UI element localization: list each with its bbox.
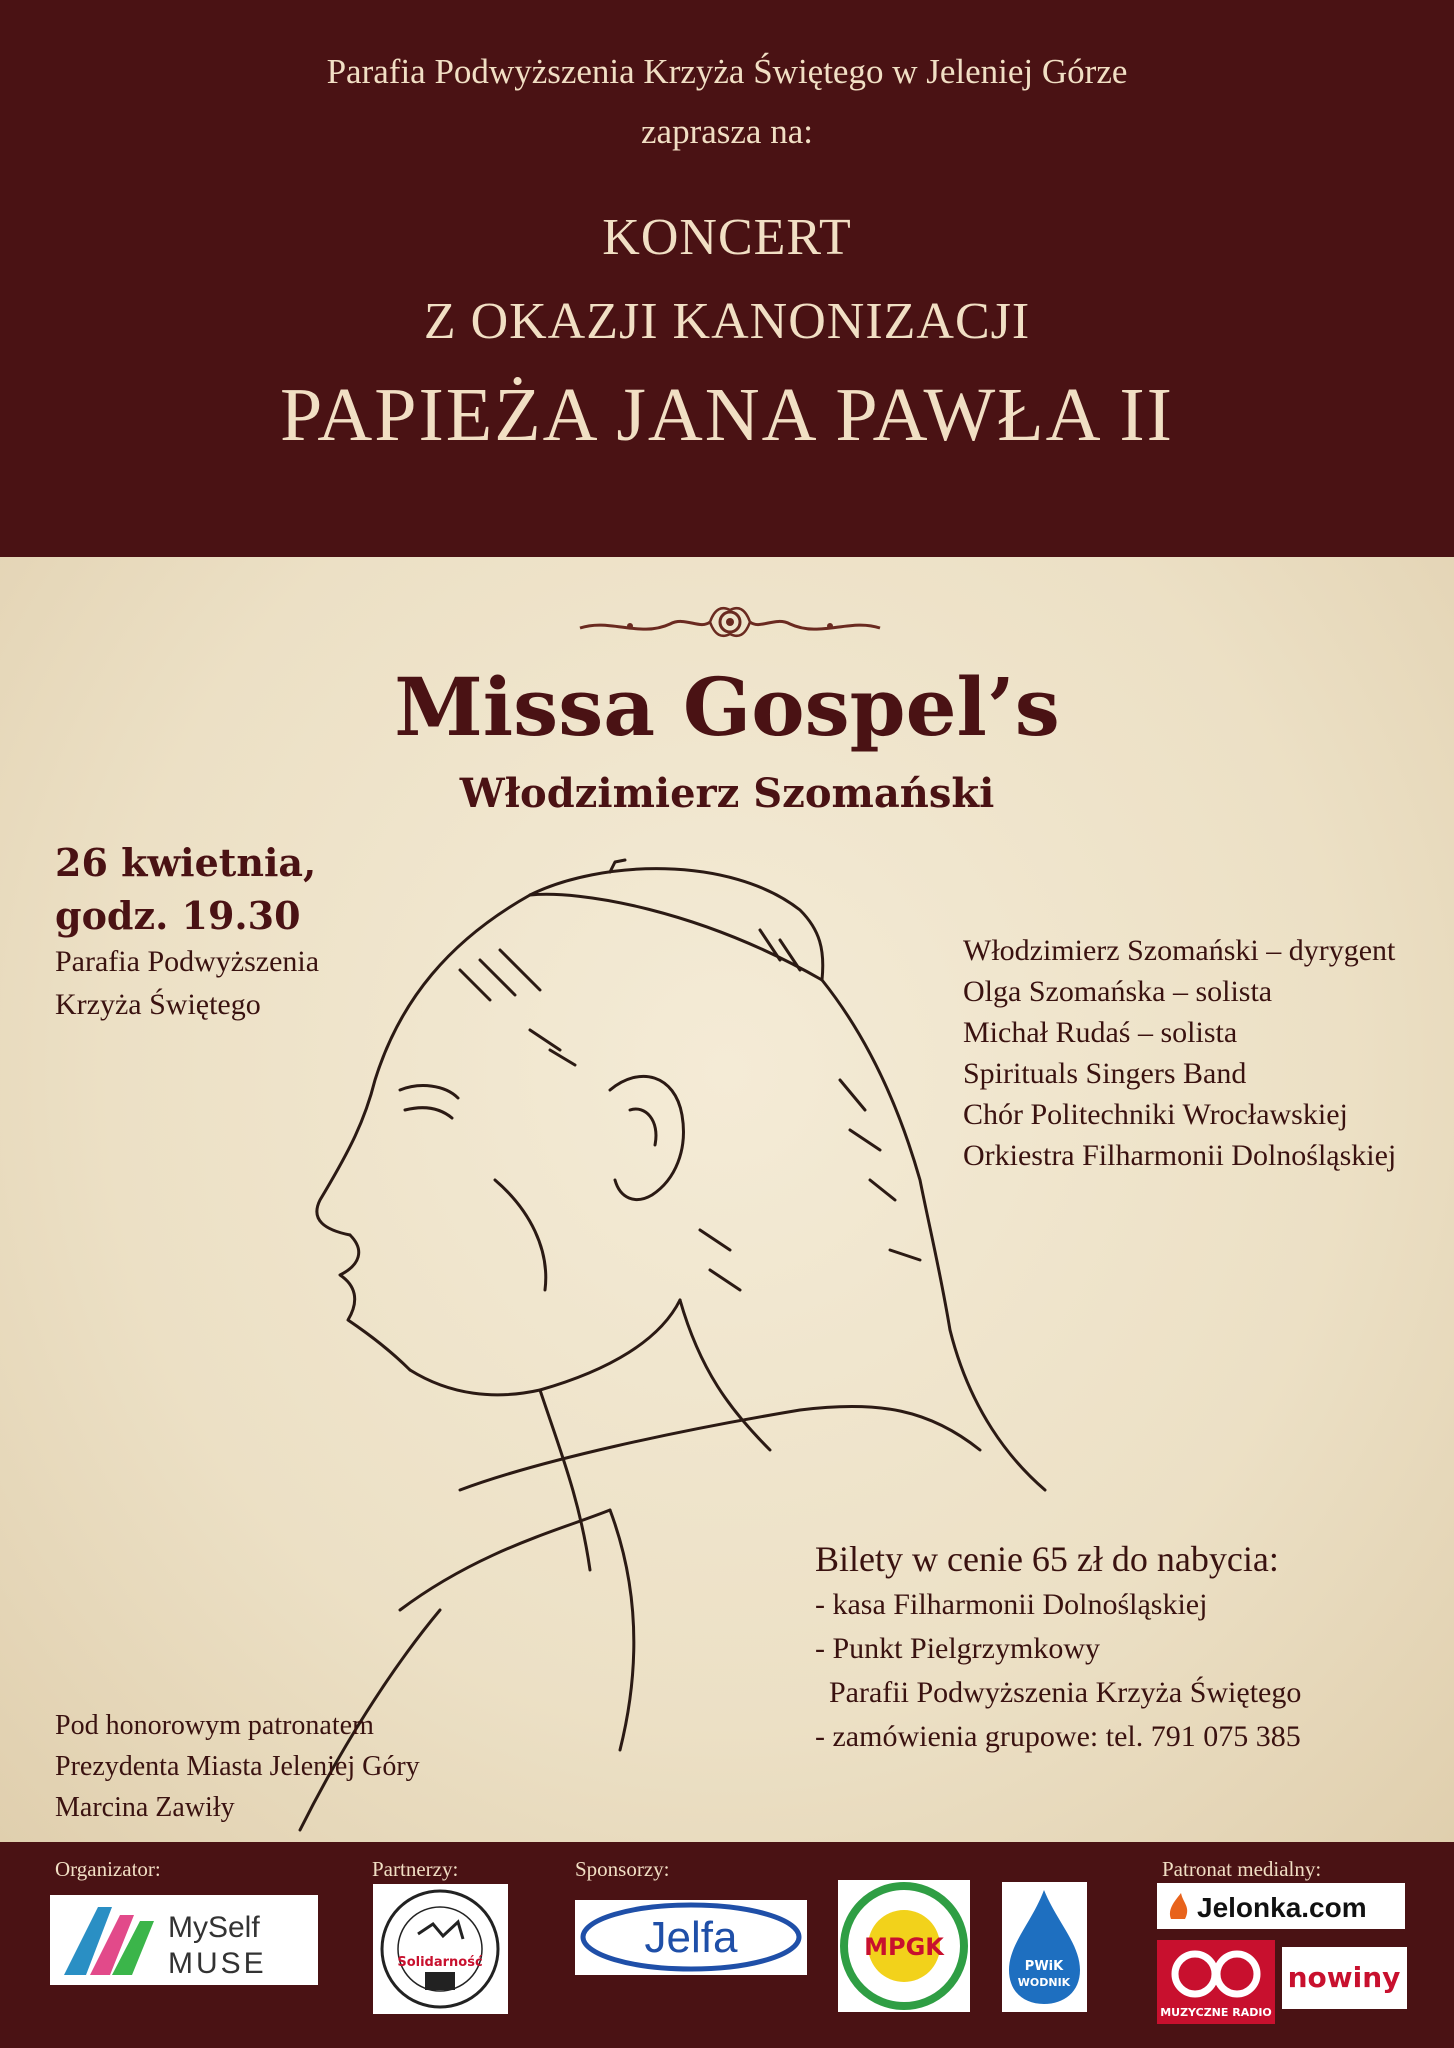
partners-label: Partnerzy: [372, 1857, 459, 1881]
myself-muse-logo [50, 1895, 318, 1985]
ticket-outlet: - zamówienia grupowe: tel. 791 075 385 [815, 1720, 1301, 1753]
media-label: Patronat medialny: [1162, 1857, 1322, 1881]
performer-item: Michał Rudaś – solista [963, 1016, 1238, 1049]
myself-text: MySelf [168, 1911, 260, 1944]
header-banner [0, 0, 1454, 557]
muzyczne-text: MUZYCZNE RADIO [1160, 2006, 1272, 2019]
ticket-outlet: - kasa Filharmonii Dolnośląskiej [815, 1588, 1208, 1621]
nowiny-logo [1282, 1947, 1407, 2009]
ornament-divider [570, 600, 890, 645]
ticket-outlet: Parafii Podwyższenia Krzyża Świętego [829, 1676, 1302, 1709]
invites-line: zaprasza na: [641, 112, 813, 151]
jelonka-text: Jelonka.com [1197, 1892, 1367, 1923]
pope-heading: PAPIEŻA JANA PAWŁA II [280, 373, 1174, 457]
solidarnosc-text: Solidarność [397, 1955, 483, 1970]
performer-item: Olga Szomańska – solista [963, 975, 1273, 1008]
event-title: Missa Gospel’s [394, 660, 1060, 754]
honorary-patronage [55, 1705, 420, 1828]
pwik-text: PWiK [1024, 1959, 1064, 1974]
mpgk-logo [838, 1880, 970, 2012]
ticket-outlet: - Punkt Pielgrzymkowy [815, 1632, 1100, 1665]
nowiny-text: nowiny [1287, 1961, 1401, 1994]
performers-list [963, 930, 1396, 1176]
sponsors-label: Sponsorzy: [575, 1857, 670, 1881]
performer-item: Orkiestra Filharmonii Dolnośląskiej [963, 1139, 1397, 1172]
jelfa-logo [575, 1900, 807, 1975]
event-time: godz. 19.30 [55, 893, 301, 938]
performer-item: Chór Politechniki Wrocławskiej [963, 1098, 1348, 1131]
patronage-line: Marcina Zawiły [55, 1792, 235, 1823]
occasion-heading: Z OKAZJI KANONIZACJI [423, 293, 1031, 350]
tickets-info [815, 1535, 1301, 1759]
event-date: 26 kwietnia, [55, 840, 317, 885]
wodnik-text: WODNIK [1017, 1976, 1071, 1989]
jelonka-logo [1157, 1883, 1405, 1929]
concert-heading: KONCERT [602, 209, 852, 266]
muse-text: MUSE [168, 1947, 267, 1980]
venue-line-1: Parafia Podwyższenia [55, 945, 320, 978]
solidarnosc-logo [373, 1884, 508, 2014]
organizer-label: Organizator: [55, 1857, 161, 1881]
tickets-headline: Bilety w cenie 65 zł do nabycia: [815, 1539, 1279, 1579]
jelfa-text: Jelfa [644, 1913, 738, 1962]
venue-line-2: Krzyża Świętego [55, 988, 261, 1021]
mpgk-text: MPGK [864, 1933, 944, 1961]
patronage-line: Pod honorowym patronatem [55, 1710, 374, 1741]
organizer-line: Parafia Podwyższenia Krzyża Świętego w Jeleniej Górze [326, 52, 1128, 91]
patronage-line: Prezydenta Miasta Jeleniej Góry [55, 1751, 420, 1782]
performer-item: Spirituals Singers Band [963, 1057, 1247, 1090]
performer-item: Włodzimierz Szomański – dyrygent [963, 934, 1396, 967]
pwik-wodnik-logo [1002, 1882, 1087, 2012]
composer-name: Włodzimierz Szomański [459, 770, 995, 817]
muzyczne-radio-logo [1157, 1940, 1275, 2024]
